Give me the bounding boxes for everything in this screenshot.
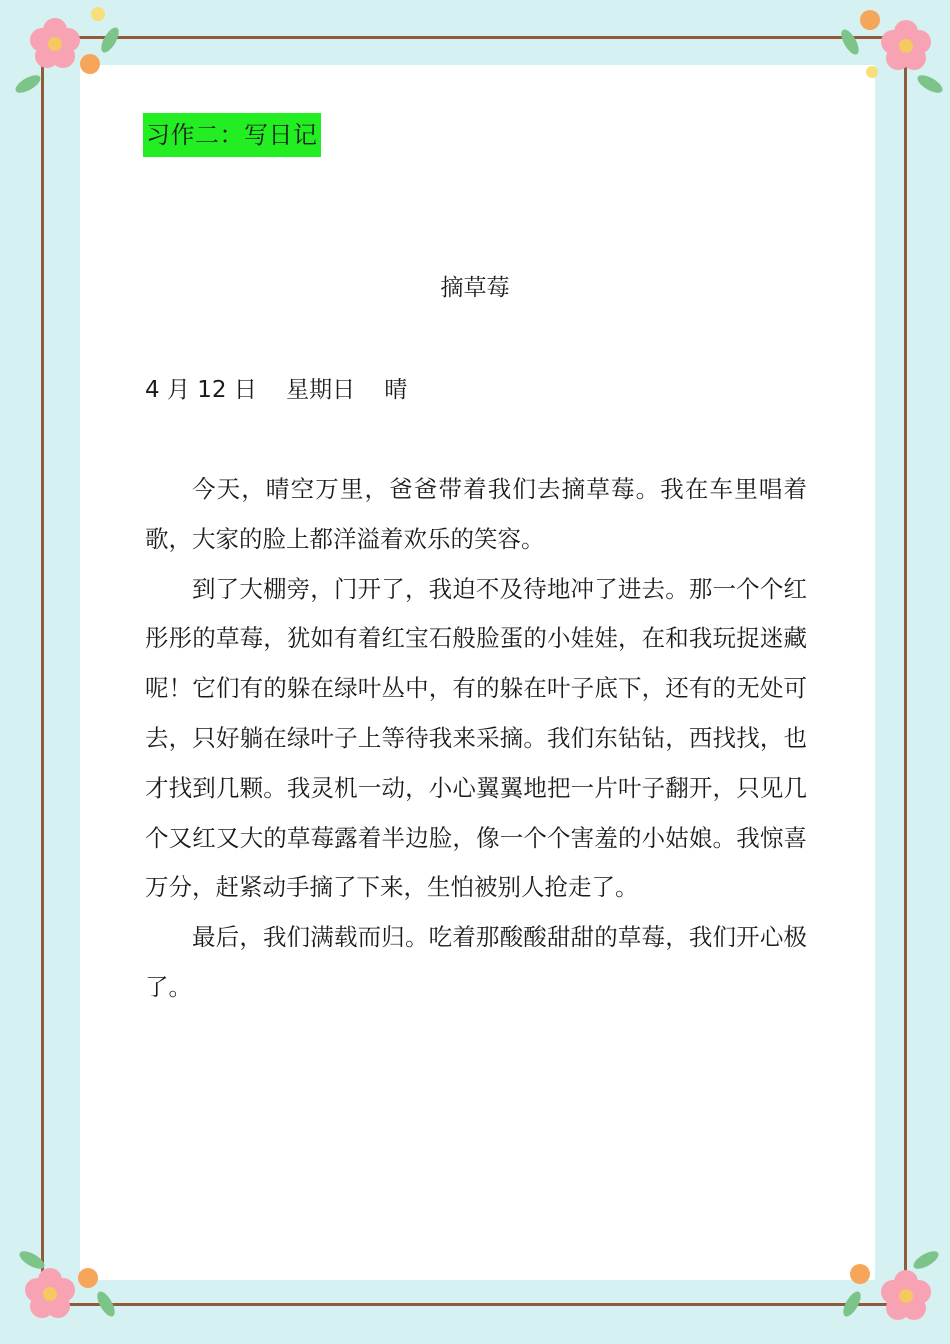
diary-date-line: 4 月 12 日 星期日 晴 bbox=[145, 377, 408, 403]
essay-title: 摘草莓 bbox=[440, 275, 510, 301]
paragraph: 今天，晴空万里，爸爸带着我们去摘草莓。我在车里唱着歌，大家的脸上都洋溢着欢乐的笑容。 bbox=[145, 475, 807, 553]
paragraph: 最后，我们满载而归。吃着那酸酸甜甜的草莓，我们开心极了。 bbox=[145, 923, 807, 1001]
paragraph: 到了大棚旁，门开了，我迫不及待地冲了进去。那一个个红彤彤的草莓，犹如有着红宝石般脸蛋的小娃娃，在和我玩捉迷藏呢！它们有的躲在绿叶丛中，有的躲在叶子底下，还有的无处可去，只好躺在绿叶子上等待我来采摘。我们东钻钻，西找找，也才找到几颗。我灵机一动，小心翼翼地把一片叶子翻开，只见几个又红又大的草莓露着半边脸，像一个个害羞的小姑娘。我惊喜万分，赶紧动手摘了下来，生怕被别人抢走了。 bbox=[145, 574, 807, 902]
flower-icon bbox=[830, 2, 950, 102]
flower-icon bbox=[830, 1244, 950, 1344]
flower-icon bbox=[10, 1244, 130, 1344]
flower-icon bbox=[10, 2, 130, 102]
essay-body bbox=[145, 465, 807, 1013]
section-heading: 习作二：写日记 bbox=[143, 113, 321, 157]
